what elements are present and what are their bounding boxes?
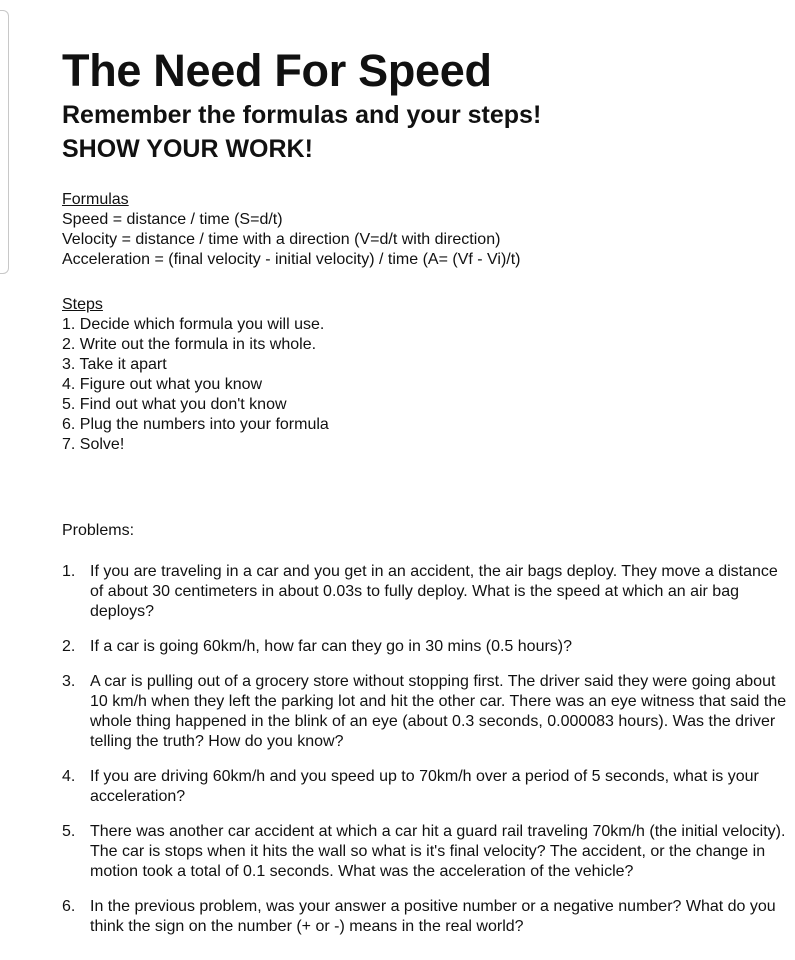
formulas-section [62, 190, 792, 270]
problem-number: 5. [62, 823, 76, 840]
problem-text: If you are traveling in a car and you get in an accident, the air bags deploy. They move a distance of about 30 centimeters in about 0.03s to fully deploy. What is the speed at which an air bag deploys? [90, 563, 778, 620]
step-item: 7. Solve! [62, 436, 125, 453]
problem-list [62, 562, 792, 937]
problem-number: 4. [62, 768, 76, 785]
problem-number: 1. [62, 563, 76, 580]
problem-text: There was another car accident at which a car hit a guard rail traveling 70km/h (the initial velocity). The car is stops when it hits the wall so what is it's final velocity? The accident, or the change in motion took a total of 0.1 seconds. What was the acceleration of the vehicle? [90, 823, 786, 880]
problem-item [62, 767, 792, 807]
page-title: The Need For Speed [62, 45, 492, 96]
step-item: 3. Take it apart [62, 356, 167, 373]
problem-item [62, 822, 792, 882]
worksheet-page [62, 44, 792, 952]
problem-item [62, 637, 792, 657]
steps-section [62, 295, 792, 455]
formula-acceleration: Acceleration = (final velocity - initial velocity) / time (A= (Vf - Vi)/t) [62, 251, 521, 268]
step-item: 2. Write out the formula in its whole. [62, 336, 317, 353]
step-item: 4. Figure out what you know [62, 376, 263, 393]
problem-text: If you are driving 60km/h and you speed up to 70km/h over a period of 5 seconds, what is your acceleration? [90, 768, 759, 805]
problem-text: If a car is going 60km/h, how far can they go in 30 mins (0.5 hours)? [90, 638, 573, 655]
problem-number: 6. [62, 898, 76, 915]
steps-heading: Steps [62, 296, 103, 313]
step-item: 5. Find out what you don't know [62, 396, 287, 413]
subtitle-line-1: Remember the formulas and your steps! [62, 101, 542, 129]
problem-item [62, 562, 792, 622]
problems-heading: Problems: [62, 522, 135, 539]
problem-text: In the previous problem, was your answer a positive number or a negative number? What do you think the sign on the number (+ or -) means in the real world? [90, 898, 776, 935]
problem-item [62, 897, 792, 937]
problem-number: 2. [62, 638, 76, 655]
problem-number: 3. [62, 673, 76, 690]
problem-item [62, 672, 792, 752]
step-item: 1. Decide which formula you will use. [62, 316, 325, 333]
formulas-heading: Formulas [62, 191, 129, 208]
formula-speed: Speed = distance / time (S=d/t) [62, 211, 283, 228]
subtitle-line-2: SHOW YOUR WORK! [62, 135, 313, 163]
window-edge-bracket [0, 10, 9, 274]
problem-text: A car is pulling out of a grocery store without stopping first. The driver said they were going about 10 km/h when they left the parking lot and hit the other car. There was an eye witness that said the whole thing happened in the blink of an eye (about 0.3 seconds, 0.000083 hours). Was the driver telling the truth? How do you know? [90, 673, 787, 750]
formula-velocity: Velocity = distance / time with a direction (V=d/t with direction) [62, 231, 501, 248]
step-item: 6. Plug the numbers into your formula [62, 416, 329, 433]
